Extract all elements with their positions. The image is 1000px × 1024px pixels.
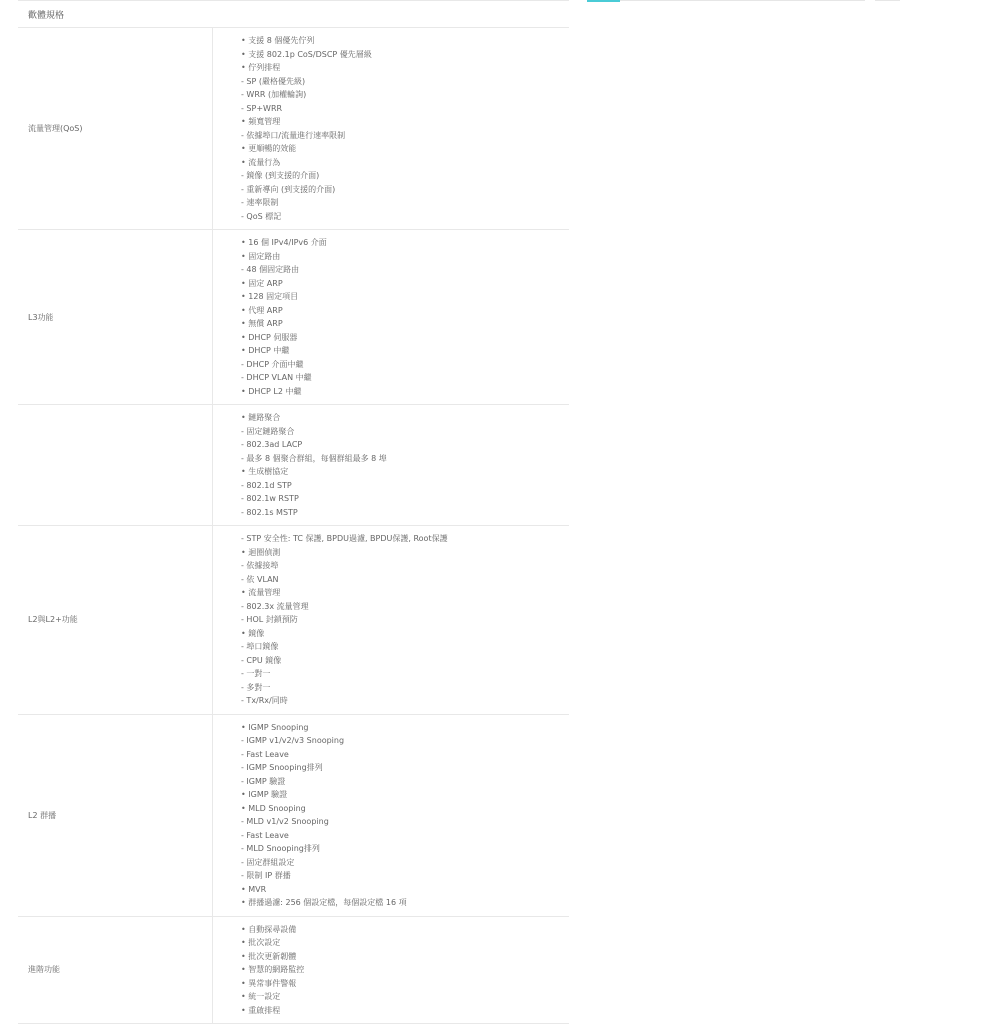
spec-item: • MLD Snooping [241,802,569,816]
spec-item: - IGMP Snooping排列 [241,761,569,775]
spec-item: - 依 VLAN [241,573,569,587]
spec-item: - 限制 IP 群播 [241,869,569,883]
spec-item: - MLD v1/v2 Snooping [241,815,569,829]
spec-item: - 固定群組設定 [241,856,569,870]
spec-item: - CPU 鏡像 [241,654,569,668]
spec-item: • IGMP Snooping [241,721,569,735]
spec-item: - DHCP 介面中繼 [241,358,569,372]
active-tab-indicator [587,0,620,2]
spec-rows [18,28,569,1024]
spec-item: - 最多 8 個聚合群組，每個群組最多 8 埠 [241,452,569,466]
spec-item: • 智慧的網路監控 [241,963,569,977]
spec-item: • 批次設定 [241,936,569,950]
spec-item: - 802.1s MSTP [241,506,569,520]
spec-item: - 802.1d STP [241,479,569,493]
spec-item: - HOL 封鎖預防 [241,613,569,627]
spec-row [18,715,569,917]
spec-item: • 代理 ARP [241,304,569,318]
spec-item: - WRR (加權輪詢) [241,88,569,102]
spec-item: - 802.1w RSTP [241,492,569,506]
spec-item: - Fast Leave [241,748,569,762]
spec-item: • 迴圈偵測 [241,546,569,560]
spec-row-items [213,405,569,525]
spec-item: • 重啟排程 [241,1004,569,1018]
spec-row-label: 進階功能 [18,917,213,1024]
spec-item: • DHCP 伺服器 [241,331,569,345]
spec-item: - 埠口鏡像 [241,640,569,654]
spec-item: - 速率限制 [241,196,569,210]
spec-item: • 群播過濾: 256 個設定檔，每個設定檔 16 項 [241,896,569,910]
spec-item: • 鏈路聚合 [241,411,569,425]
spec-row [18,405,569,526]
spec-item: - SP+WRR [241,102,569,116]
spec-row-items [213,917,569,1024]
spec-item: • 頻寬管理 [241,115,569,129]
spec-item: • 支援 802.1p CoS/DSCP 優先層級 [241,48,569,62]
spec-item: • 批次更新韌體 [241,950,569,964]
spec-item: • 無償 ARP [241,317,569,331]
spec-item: - 802.3ad LACP [241,438,569,452]
spec-item: • 異常事件警報 [241,977,569,991]
spec-row-label [18,405,213,525]
spec-row-items [213,28,569,229]
spec-item: - 48 個固定路由 [241,263,569,277]
spec-item: - 鏡像 (到支援的介面) [241,169,569,183]
spec-row-items [213,526,569,714]
spec-item: - 802.3x 流量管理 [241,600,569,614]
spec-item: - IGMP 驗證 [241,775,569,789]
spec-item: • 生成樹協定 [241,465,569,479]
spec-row [18,230,569,405]
spec-row [18,917,569,1024]
spec-item: • 鏡像 [241,627,569,641]
spec-item: - QoS 標記 [241,210,569,224]
top-divider [620,0,865,1]
spec-row-items [213,230,569,404]
spec-item: - 重新導向 (到支援的介面) [241,183,569,197]
spec-row-label: L2 群播 [18,715,213,916]
spec-row-label: 流量管理(QoS) [18,28,213,229]
top-divider-short [875,0,900,1]
spec-table [18,0,569,1024]
spec-item: • 自動探尋設備 [241,923,569,937]
spec-item: • 固定路由 [241,250,569,264]
spec-item: - STP 安全性: TC 保護, BPDU過濾, BPDU保護, Root保護 [241,532,569,546]
spec-item: - SP (嚴格優先級) [241,75,569,89]
spec-table-header: 歡體規格 [18,1,569,28]
spec-item: - IGMP v1/v2/v3 Snooping [241,734,569,748]
spec-item: - Fast Leave [241,829,569,843]
spec-item: - MLD Snooping排列 [241,842,569,856]
spec-row [18,28,569,230]
spec-item: - 一對一 [241,667,569,681]
spec-item: • MVR [241,883,569,897]
spec-row-label: L3功能 [18,230,213,404]
spec-item: • 流量行為 [241,156,569,170]
spec-item: - 依據埠口/流量進行速率限制 [241,129,569,143]
spec-item: • 流量管理 [241,586,569,600]
spec-item: - 多對一 [241,681,569,695]
spec-item: • IGMP 驗證 [241,788,569,802]
spec-item: • 統一設定 [241,990,569,1004]
spec-item: • 支援 8 個優先佇列 [241,34,569,48]
spec-item: • 佇列排程 [241,61,569,75]
spec-item: • 128 固定項目 [241,290,569,304]
spec-item: • 16 個 IPv4/IPv6 介面 [241,236,569,250]
spec-item: • 固定 ARP [241,277,569,291]
spec-item: - 依據接埠 [241,559,569,573]
spec-item: - Tx/Rx/同時 [241,694,569,708]
spec-row [18,526,569,715]
spec-item: - DHCP VLAN 中繼 [241,371,569,385]
spec-item: • DHCP L2 中繼 [241,385,569,399]
spec-item: - 固定鏈路聚合 [241,425,569,439]
spec-row-label: L2與L2+功能 [18,526,213,714]
spec-row-items [213,715,569,916]
spec-item: • 更順暢的效能 [241,142,569,156]
spec-item: • DHCP 中繼 [241,344,569,358]
